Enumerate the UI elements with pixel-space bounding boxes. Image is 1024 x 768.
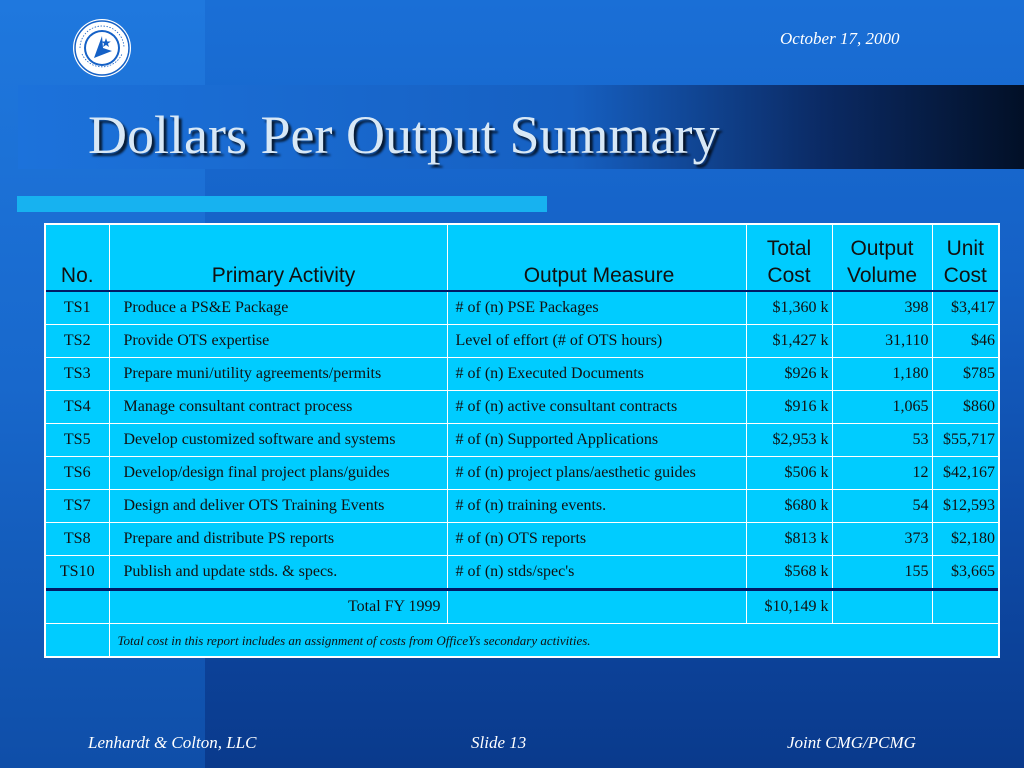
row-activity: Prepare muni/utility agreements/permits <box>109 358 447 391</box>
row-unit-cost: $2,180 <box>932 523 998 556</box>
total-label: Total FY 1999 <box>109 590 447 624</box>
table-row <box>46 358 998 391</box>
row-number: TS3 <box>46 358 109 391</box>
total-value: $10,149 k <box>746 590 832 624</box>
table-row <box>46 556 998 590</box>
row-measure: # of (n) active consultant contracts <box>447 391 746 424</box>
row-activity: Design and deliver OTS Training Events <box>109 490 447 523</box>
row-number: TS6 <box>46 457 109 490</box>
row-activity: Develop customized software and systems <box>109 424 447 457</box>
row-total-cost: $1,360 k <box>746 291 832 325</box>
total-row-blank <box>832 590 932 624</box>
row-activity: Publish and update stds. & specs. <box>109 556 447 590</box>
row-number: TS2 <box>46 325 109 358</box>
row-measure: # of (n) training events. <box>447 490 746 523</box>
table-row <box>46 424 998 457</box>
mndot-logo-icon <box>72 18 132 78</box>
row-total-cost: $2,953 k <box>746 424 832 457</box>
row-measure: Level of effort (# of OTS hours) <box>447 325 746 358</box>
row-unit-cost: $12,593 <box>932 490 998 523</box>
row-number: TS8 <box>46 523 109 556</box>
table-row <box>46 457 998 490</box>
column-header-output-volume: Output Volume <box>832 225 932 291</box>
row-total-cost: $916 k <box>746 391 832 424</box>
summary-table <box>46 225 998 658</box>
row-output-volume: 398 <box>832 291 932 325</box>
table-row <box>46 325 998 358</box>
row-activity: Produce a PS&E Package <box>109 291 447 325</box>
note-row <box>46 624 998 659</box>
table-header-row <box>46 225 998 291</box>
total-row <box>46 590 998 624</box>
row-unit-cost: $785 <box>932 358 998 391</box>
row-unit-cost: $3,665 <box>932 556 998 590</box>
row-measure: # of (n) Executed Documents <box>447 358 746 391</box>
row-unit-cost: $860 <box>932 391 998 424</box>
row-total-cost: $813 k <box>746 523 832 556</box>
row-output-volume: 31,110 <box>832 325 932 358</box>
row-output-volume: 1,180 <box>832 358 932 391</box>
row-unit-cost: $55,717 <box>932 424 998 457</box>
summary-table-panel <box>44 223 1000 658</box>
row-output-volume: 373 <box>832 523 932 556</box>
row-measure: # of (n) PSE Packages <box>447 291 746 325</box>
row-measure: # of (n) OTS reports <box>447 523 746 556</box>
row-total-cost: $506 k <box>746 457 832 490</box>
column-header-unit-cost: Unit Cost <box>932 225 998 291</box>
row-output-volume: 53 <box>832 424 932 457</box>
row-measure: # of (n) project plans/aesthetic guides <box>447 457 746 490</box>
row-number: TS4 <box>46 391 109 424</box>
row-total-cost: $680 k <box>746 490 832 523</box>
row-unit-cost: $3,417 <box>932 291 998 325</box>
total-row-blank <box>46 590 109 624</box>
table-row <box>46 523 998 556</box>
row-activity: Develop/design final project plans/guides <box>109 457 447 490</box>
row-unit-cost: $42,167 <box>932 457 998 490</box>
table-row <box>46 291 998 325</box>
row-measure: # of (n) stds/spec's <box>447 556 746 590</box>
row-total-cost: $1,427 k <box>746 325 832 358</box>
column-header-total-cost: Total Cost <box>746 225 832 291</box>
column-header-activity: Primary Activity <box>109 225 447 291</box>
row-activity: Prepare and distribute PS reports <box>109 523 447 556</box>
row-unit-cost: $46 <box>932 325 998 358</box>
row-output-volume: 54 <box>832 490 932 523</box>
note-row-blank <box>46 624 109 659</box>
slide-date: October 17, 2000 <box>780 29 900 48</box>
row-measure: # of (n) Supported Applications <box>447 424 746 457</box>
slide-title: Dollars Per Output Summary <box>88 105 720 165</box>
row-number: TS10 <box>46 556 109 590</box>
column-header-no: No. <box>46 225 109 291</box>
row-number: TS7 <box>46 490 109 523</box>
row-activity: Manage consultant contract process <box>109 391 447 424</box>
row-number: TS5 <box>46 424 109 457</box>
row-output-volume: 155 <box>832 556 932 590</box>
table-row <box>46 391 998 424</box>
accent-bar <box>17 196 547 212</box>
table-row <box>46 490 998 523</box>
row-output-volume: 12 <box>832 457 932 490</box>
footer-left: Lenhardt & Colton, LLC <box>88 733 257 752</box>
row-total-cost: $568 k <box>746 556 832 590</box>
row-activity: Provide OTS expertise <box>109 325 447 358</box>
row-total-cost: $926 k <box>746 358 832 391</box>
footer-right: Joint CMG/PCMG <box>787 733 916 752</box>
table-footnote: Total cost in this report includes an assignment of costs from OfficeYs secondary activities. <box>109 624 998 659</box>
row-number: TS1 <box>63 299 91 316</box>
row-output-volume: 1,065 <box>832 391 932 424</box>
total-row-blank <box>932 590 998 624</box>
column-header-measure: Output Measure <box>447 225 746 291</box>
total-row-blank <box>447 590 746 624</box>
footer-slide-number: Slide 13 <box>471 733 527 752</box>
